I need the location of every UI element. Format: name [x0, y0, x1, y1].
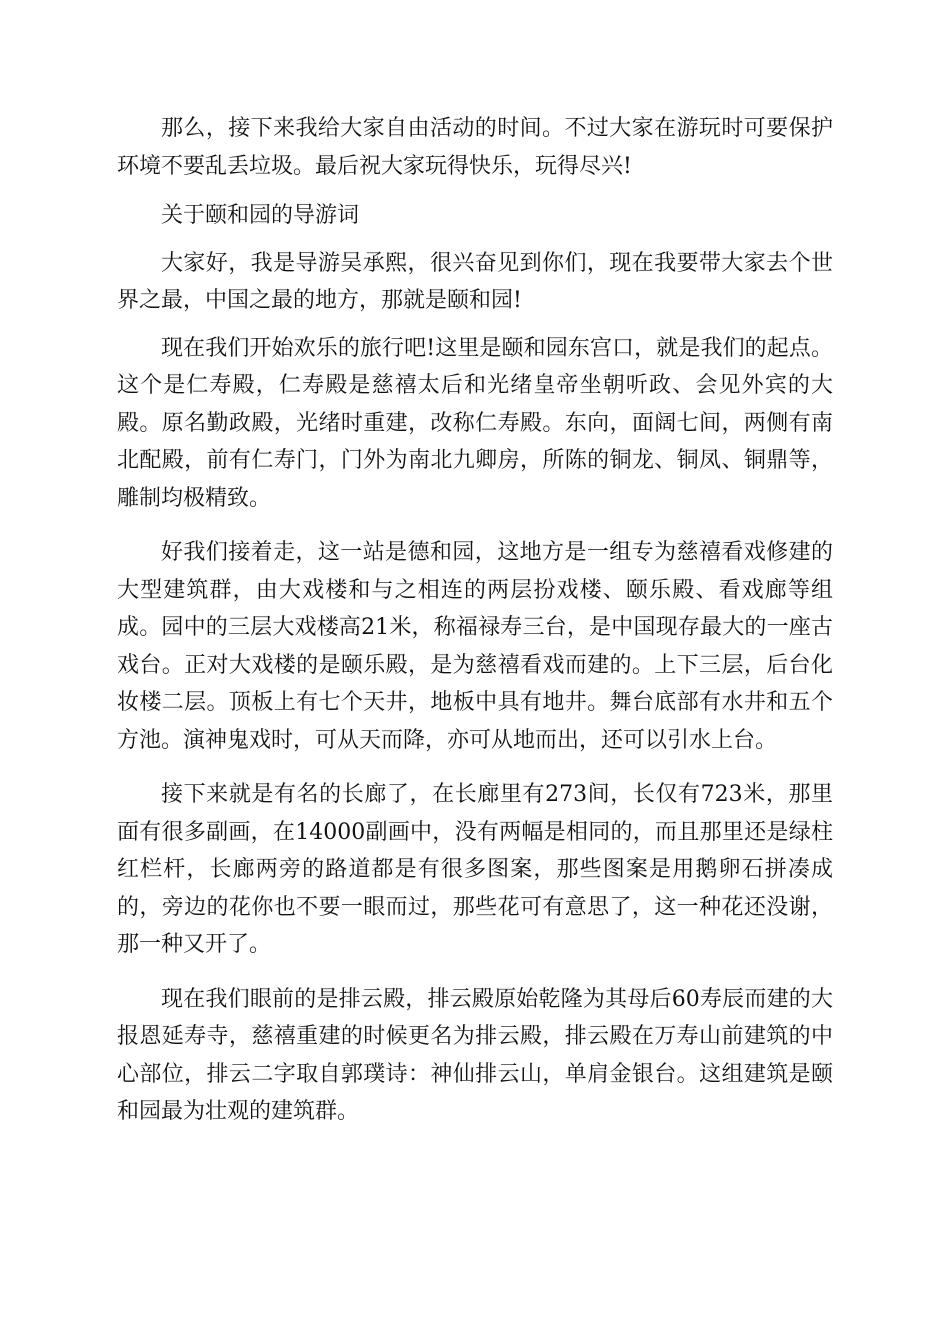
- paiyun-hall-paragraph: 现在我们眼前的是排云殿，排云殿原始乾隆为其母后60寿辰而建的大报恩延寿寺，慈禧重建的时候更名为排云殿，排云殿在万寿山前建筑的中心部位，排云二字取自郭璞诗：神仙排云山，单肩金银台。这组建筑是颐和园最为壮观的建筑群。: [117, 986, 833, 1124]
- intro-paragraph: 大家好，我是导游吴承熙，很兴奋见到你们，现在我要带大家去个世界之最，中国之最的地方，那就是颐和园!: [117, 250, 833, 313]
- document-page: [117, 110, 833, 1131]
- closing-paragraph: 那么，接下来我给大家自由活动的时间。不过大家在游玩时可要保护环境不要乱丢垃圾。最后祝大家玩得快乐，玩得尽兴!: [117, 116, 833, 179]
- long-corridor-paragraph: 接下来就是有名的长廊了，在长廊里有273间，长仅有723米，那里面有很多副画，在14000副画中，没有两幅是相同的，而且那里还是绿柱红栏杆，长廊两旁的路道都是有很多图案，那些图案是用鹅卵石拼凑成的，旁边的花你也不要一眼而过，那些花可有意思了，这一种花还没谢，那一种又开了。: [117, 782, 833, 957]
- renshou-hall-paragraph: 现在我们开始欢乐的旅行吧!这里是颐和园东宫口，就是我们的起点。这个是仁寿殿，仁寿殿是慈禧太后和光绪皇帝坐朝听政、会见外宾的大殿。原名勤政殿，光绪时重建，改称仁寿殿。东向，面阔七间，两侧有南北配殿，前有仁寿门，门外为南北九卿房，所陈的铜龙、铜凤、铜鼎等，雕制均极精致。: [117, 335, 833, 511]
- section-heading: 关于颐和园的导游词: [161, 203, 360, 228]
- dehe-garden-paragraph: 好我们接着走，这一站是德和园，这地方是一组专为慈禧看戏修建的大型建筑群，由大戏楼和与之相连的两层扮戏楼、颐乐殿、看戏廊等组成。园中的三层大戏楼高21米，称福禄寿三台，是中国现存最大的一座古戏台。正对大戏楼的是颐乐殿，是为慈禧看戏而建的。上下三层，后台化妆楼二层。顶板上有七个天井，地板中具有地井。舞台底部有水井和五个方池。演神鬼戏时，可从天而降，亦可从地而出，还可以引水上台。: [117, 540, 833, 753]
